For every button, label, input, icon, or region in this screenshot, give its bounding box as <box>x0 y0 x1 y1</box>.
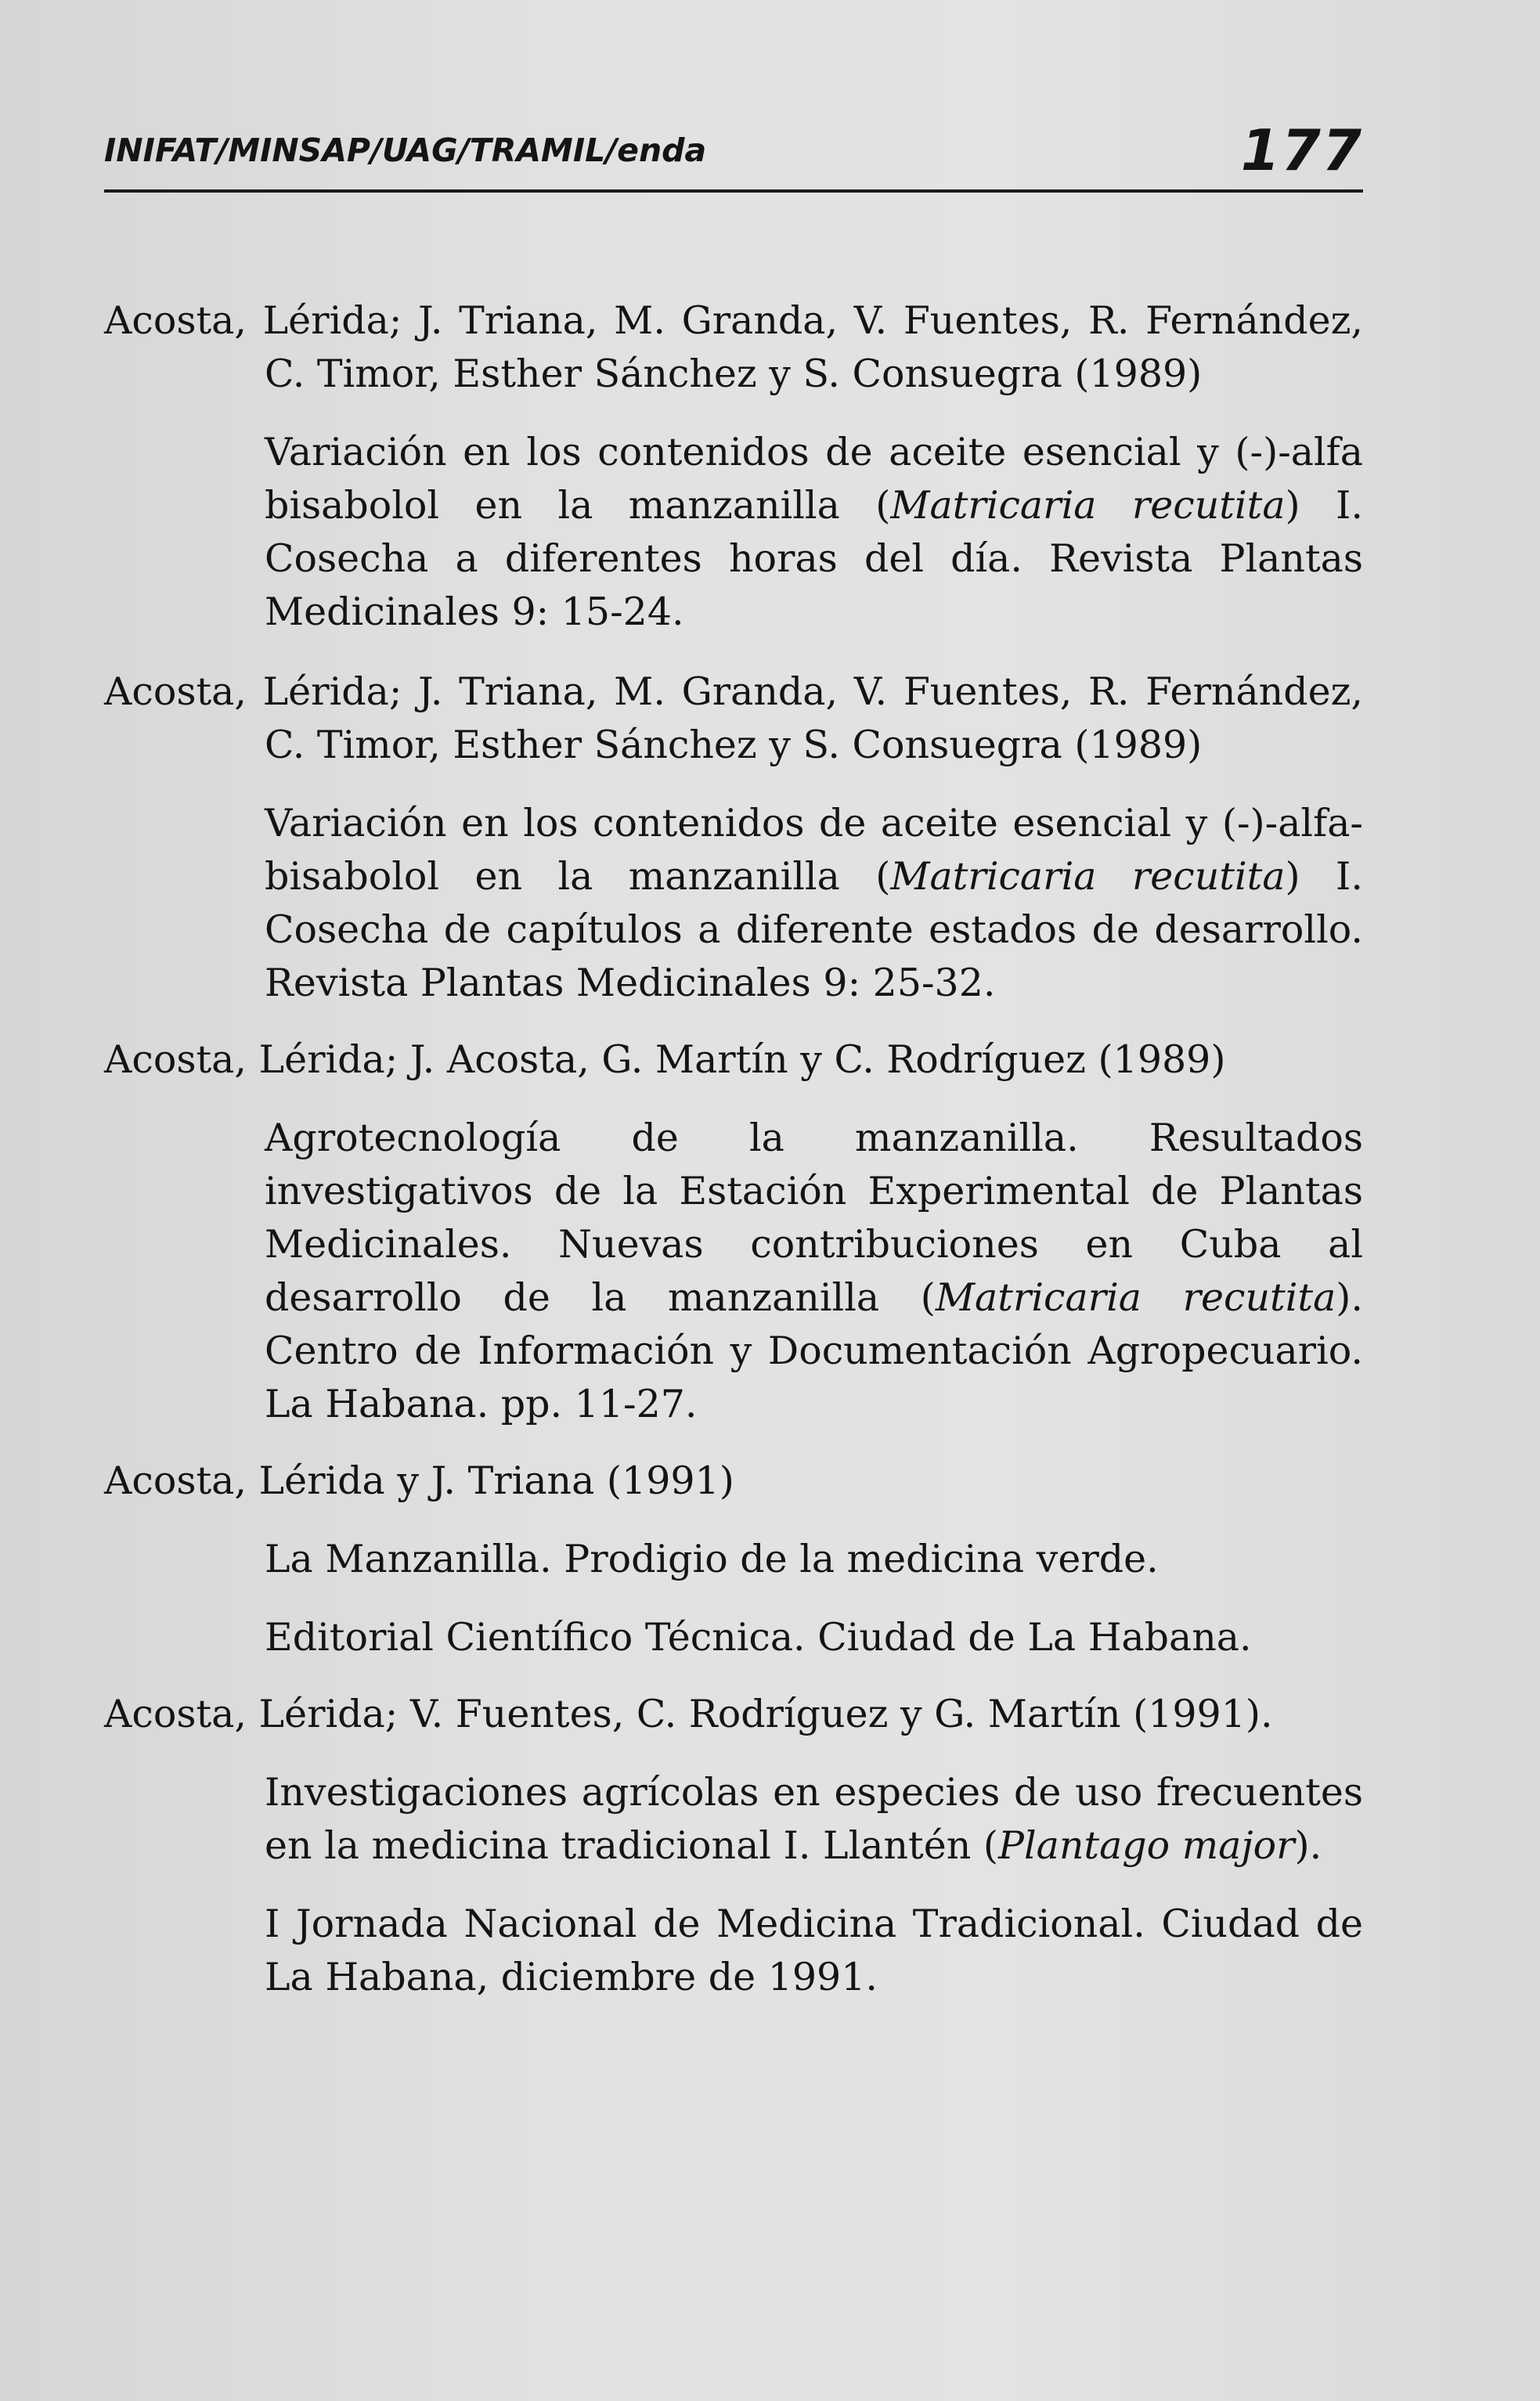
entry-title: La Manzanilla. Prodigio de la medicina verde. <box>265 1537 1159 1581</box>
species-name: Matricaria recutita <box>935 1275 1336 1320</box>
entry-publisher: I Jornada Nacional de Medicina Tradicional. Ciudad de La Habana, diciembre de 1991. <box>265 1902 1363 1999</box>
page-number: 177 <box>1240 117 1363 183</box>
entry-title: Variación en los contenidos de aceite esencial y (-)-alfa- bisabolol en la manzanilla (Matricaria recutita) I. Cosecha de capítulos a diferente estados de desarrollo. Revista Plantas Medicinales 9: 25-32. <box>265 801 1363 1005</box>
entry-author: Acosta, Lérida y J. Triana (1991) <box>104 1458 734 1503</box>
bibliography-entry <box>104 1455 1363 1664</box>
running-header <box>104 117 1363 193</box>
bibliography-entry <box>104 665 1363 1010</box>
bibliography-entry <box>104 1688 1363 2004</box>
entry-author: Acosta, Lérida; J. Triana, M. Granda, V. Fuentes, R. Fernández, C. Timor, Esther Sánchez y S. Consuegra (1989) <box>104 298 1363 396</box>
entry-title: Investigaciones agrícolas en especies de uso frecuentes en la medicina tradicional I. Llantén (Plantago major). <box>265 1770 1363 1868</box>
entry-author: Acosta, Lérida; J. Triana, M. Granda, V. Fuentes, R. Fernández, C. Timor, Esther Sánchez y S. Consuegra (1989) <box>104 669 1363 767</box>
bibliography-entry <box>104 294 1363 639</box>
species-name: Plantago major <box>997 1823 1295 1868</box>
species-name: Matricaria recutita <box>890 483 1286 528</box>
entry-author: Acosta, Lérida; V. Fuentes, C. Rodríguez y G. Martín (1991). <box>104 1692 1273 1736</box>
header-publisher: INIFAT/MINSAP/UAG/TRAMIL/enda <box>104 132 707 169</box>
entry-publisher: Editorial Científico Técnica. Ciudad de La Habana. <box>265 1615 1252 1660</box>
bibliography <box>104 294 1363 2004</box>
entry-title: Variación en los contenidos de aceite esencial y (-)-alfa bisabolol en la manzanilla (Matricaria recutita) I. Cosecha a diferentes horas del día. Revista Plantas Medicinales 9: 15-24. <box>265 430 1363 634</box>
entry-author: Acosta, Lérida; J. Acosta, G. Martín y C. Rodríguez (1989) <box>104 1037 1226 1082</box>
species-name: Matricaria recutita <box>890 854 1286 899</box>
entry-title: Agrotecnología de la manzanilla. Resultados investigativos de la Estación Experimental de Plantas Medicinales. Nuevas contribuciones en Cuba al desarrollo de la manzanilla (Matricaria recutita). Centro de Información y Documentación Agropecuario. La Habana. pp. 11-27. <box>265 1116 1363 1426</box>
bibliography-entry <box>104 1033 1363 1431</box>
